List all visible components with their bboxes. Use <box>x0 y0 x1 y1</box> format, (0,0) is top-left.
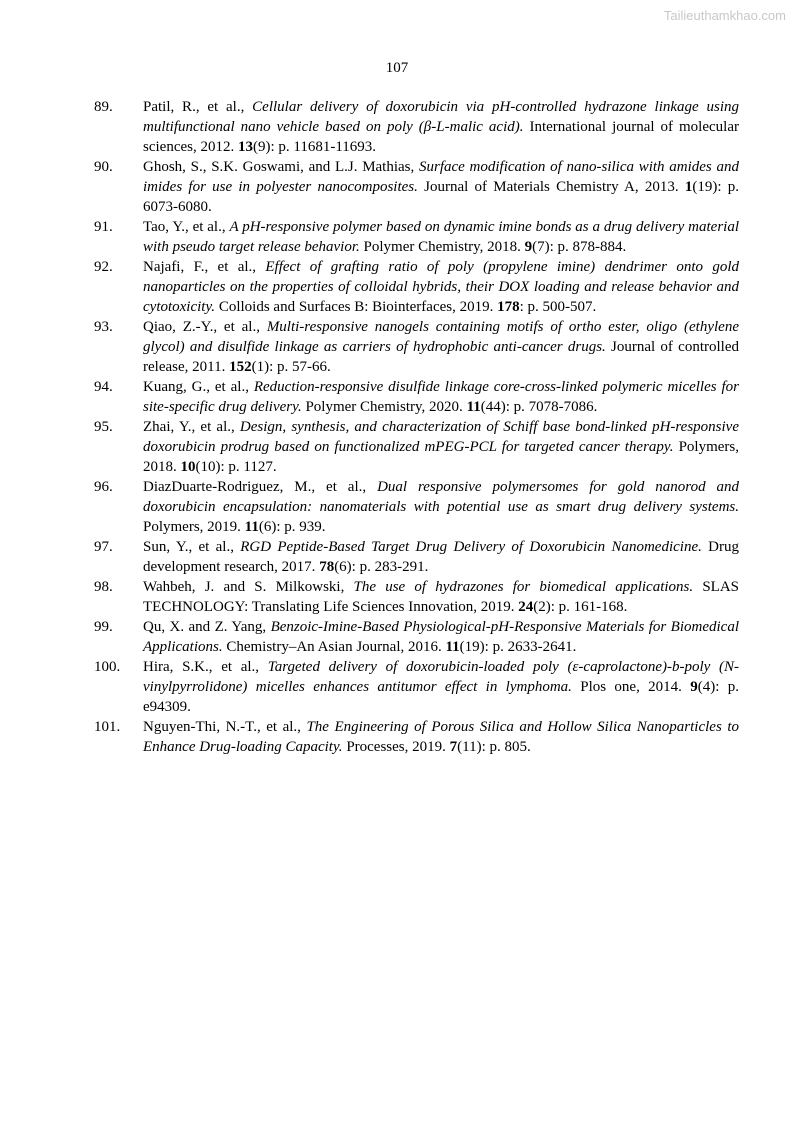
reference-pages: (1): p. 57-66. <box>251 359 331 375</box>
reference-volume: 78 <box>319 559 335 575</box>
reference-pages: (19): p. 2633-2641. <box>459 639 577 655</box>
reference-body <box>143 157 739 217</box>
reference-item <box>94 417 739 477</box>
reference-body <box>143 97 739 157</box>
reference-body <box>143 577 739 617</box>
reference-journal: International journal of molecular sciences, 2012. <box>143 119 739 155</box>
reference-item <box>94 257 739 317</box>
reference-authors: DiazDuarte-Rodriguez, M., et al., <box>143 479 378 495</box>
reference-authors: Zhai, Y., et al., <box>143 419 240 435</box>
reference-body <box>143 717 739 757</box>
reference-number: 99. <box>94 619 113 635</box>
reference-journal: Journal of controlled release, 2011. <box>143 339 739 375</box>
watermark: Tailieuthamkhao.com <box>663 8 786 23</box>
reference-pages: (9): p. 11681-11693. <box>252 139 377 155</box>
reference-authors: Hira, S.K., et al., <box>143 659 268 675</box>
reference-item <box>94 217 739 257</box>
reference-volume: 24 <box>518 599 534 615</box>
reference-number: 101. <box>94 719 121 735</box>
reference-volume: 152 <box>229 359 252 375</box>
reference-pages: (6): p. 939. <box>258 519 326 535</box>
reference-pages: (6): p. 283-291. <box>334 559 429 575</box>
reference-number: 96. <box>94 479 113 495</box>
reference-number: 97. <box>94 539 113 555</box>
reference-authors: Patil, R., et al., <box>143 99 253 115</box>
reference-journal: SLAS TECHNOLOGY: Translating Life Sciences Innovation, 2019. <box>143 579 739 615</box>
reference-body <box>143 217 739 257</box>
reference-volume: 9 <box>690 679 698 695</box>
reference-authors: Sun, Y., et al., <box>143 539 241 555</box>
reference-title: A pH-responsive polymer based on dynamic imine bonds as a drug delivery material with pseudo target release behavior. <box>143 219 740 255</box>
reference-item <box>94 377 739 417</box>
reference-number: 91. <box>94 219 113 235</box>
reference-pages: (4): p. e94309. <box>143 679 739 715</box>
reference-title: Cellular delivery of doxorubicin via pH-controlled hydrazone linkage using multifunctional nano vehicle based on poly (β-L-malic acid). <box>143 99 739 135</box>
reference-item <box>94 617 739 657</box>
reference-item <box>94 657 739 717</box>
reference-pages: (2): p. 161-168. <box>533 599 628 615</box>
reference-item <box>94 317 739 377</box>
reference-journal: Polymer Chemistry, 2018. <box>359 239 525 255</box>
reference-pages: : p. 500-507. <box>519 299 597 315</box>
reference-pages: (19): p. 6073-6080. <box>143 179 739 215</box>
reference-title: The Engineering of Porous Silica and Hollow Silica Nanoparticles to Enhance Drug-loading Capacity. <box>143 719 739 755</box>
reference-journal: Polymers, 2019. <box>143 519 245 535</box>
reference-body <box>143 257 739 317</box>
reference-journal: Processes, 2019. <box>342 739 450 755</box>
reference-number: 95. <box>94 419 113 435</box>
reference-body <box>143 377 739 417</box>
reference-volume: 11 <box>244 519 259 535</box>
reference-title: Effect of grafting ratio of poly (propylene imine) dendrimer onto gold nanoparticles on the properties of colloidal hybrids, their DOX loading and release behavior and cytotoxicity. <box>143 259 739 315</box>
reference-authors: Wahbeh, J. and S. Milkowski, <box>143 579 354 595</box>
reference-authors: Ghosh, S., S.K. Goswami, and L.J. Mathias, <box>143 159 419 175</box>
reference-title: Dual responsive polymersomes for gold nanorod and doxorubicin encapsulation: nanomaterials with potential use as smart drug delivery systems. <box>143 479 739 515</box>
reference-number: 100. <box>94 659 121 675</box>
reference-item <box>94 477 739 537</box>
reference-authors: Qiao, Z.-Y., et al., <box>143 319 267 335</box>
reference-volume: 1 <box>684 179 693 195</box>
reference-volume: 7 <box>449 739 458 755</box>
reference-journal: Polymers, 2018. <box>143 439 739 475</box>
reference-pages: (7): p. 878-884. <box>532 239 627 255</box>
reference-title: Targeted delivery of doxorubicin-loaded poly (ε-caprolactone)-b-poly (N-vinylpyrrolidone) micelles enhances antitumor effect in lymphoma. <box>143 659 739 695</box>
reference-list <box>94 97 739 757</box>
reference-number: 94. <box>94 379 113 395</box>
reference-volume: 178 <box>497 299 520 315</box>
reference-body <box>143 657 739 717</box>
reference-number: 89. <box>94 99 113 115</box>
reference-title: Reduction-responsive disulfide linkage core-cross-linked polymeric micelles for site-specific drug delivery. <box>143 379 739 415</box>
reference-pages: (44): p. 7078-7086. <box>480 399 598 415</box>
reference-journal: Colloids and Surfaces B: Biointerfaces, 2019. <box>215 299 498 315</box>
reference-volume: 11 <box>445 639 460 655</box>
reference-authors: Tao, Y., et al., <box>143 219 230 235</box>
reference-title: Multi-responsive nanogels containing motifs of ortho ester, oligo (ethylene glycol) and disulfide linkage as carriers of hydrophobic anti-cancer drugs. <box>143 319 739 355</box>
reference-title: Benzoic‐Imine‐Based Physiological‐pH‐Responsive Materials for Biomedical Applications. <box>143 619 739 655</box>
reference-journal: Journal of Materials Chemistry A, 2013. <box>417 179 685 195</box>
reference-journal: Drug development research, 2017. <box>143 539 739 575</box>
reference-title: RGD Peptide‐Based Target Drug Delivery of Doxorubicin Nanomedicine. <box>240 539 702 555</box>
page-number: 107 <box>385 60 409 76</box>
reference-pages: (11): p. 805. <box>457 739 531 755</box>
reference-volume: 13 <box>237 139 253 155</box>
reference-number: 93. <box>94 319 113 335</box>
reference-number: 90. <box>94 159 113 175</box>
reference-volume: 9 <box>524 239 533 255</box>
reference-number: 98. <box>94 579 113 595</box>
reference-body <box>143 477 739 537</box>
reference-authors: Qu, X. and Z. Yang, <box>143 619 271 635</box>
reference-volume: 10 <box>180 459 196 475</box>
reference-title: Design, synthesis, and characterization of Schiff base bond-linked pH-responsive doxorubicin prodrug based on functionalized mPEG-PCL for targeted cancer therapy. <box>143 419 739 455</box>
reference-item <box>94 717 739 757</box>
reference-item <box>94 577 739 617</box>
reference-volume: 11 <box>466 399 481 415</box>
reference-body <box>143 317 739 377</box>
reference-authors: Kuang, G., et al., <box>143 379 254 395</box>
reference-title: The use of hydrazones for biomedical applications. <box>353 579 694 595</box>
reference-title: Surface modification of nano-silica with amides and imides for use in polyester nanocomposites. <box>143 159 739 195</box>
reference-authors: Nguyen-Thi, N.-T., et al., <box>143 719 307 735</box>
reference-journal: Plos one, 2014. <box>571 679 691 695</box>
reference-journal: Chemistry–An Asian Journal, 2016. <box>222 639 446 655</box>
reference-journal: Polymer Chemistry, 2020. <box>301 399 467 415</box>
reference-authors: Najafi, F., et al., <box>143 259 266 275</box>
reference-body <box>143 537 739 577</box>
reference-body <box>143 617 739 657</box>
reference-pages: (10): p. 1127. <box>195 459 277 475</box>
reference-item <box>94 97 739 157</box>
reference-item <box>94 537 739 577</box>
reference-body <box>143 417 739 477</box>
reference-item <box>94 157 739 217</box>
reference-number: 92. <box>94 259 113 275</box>
